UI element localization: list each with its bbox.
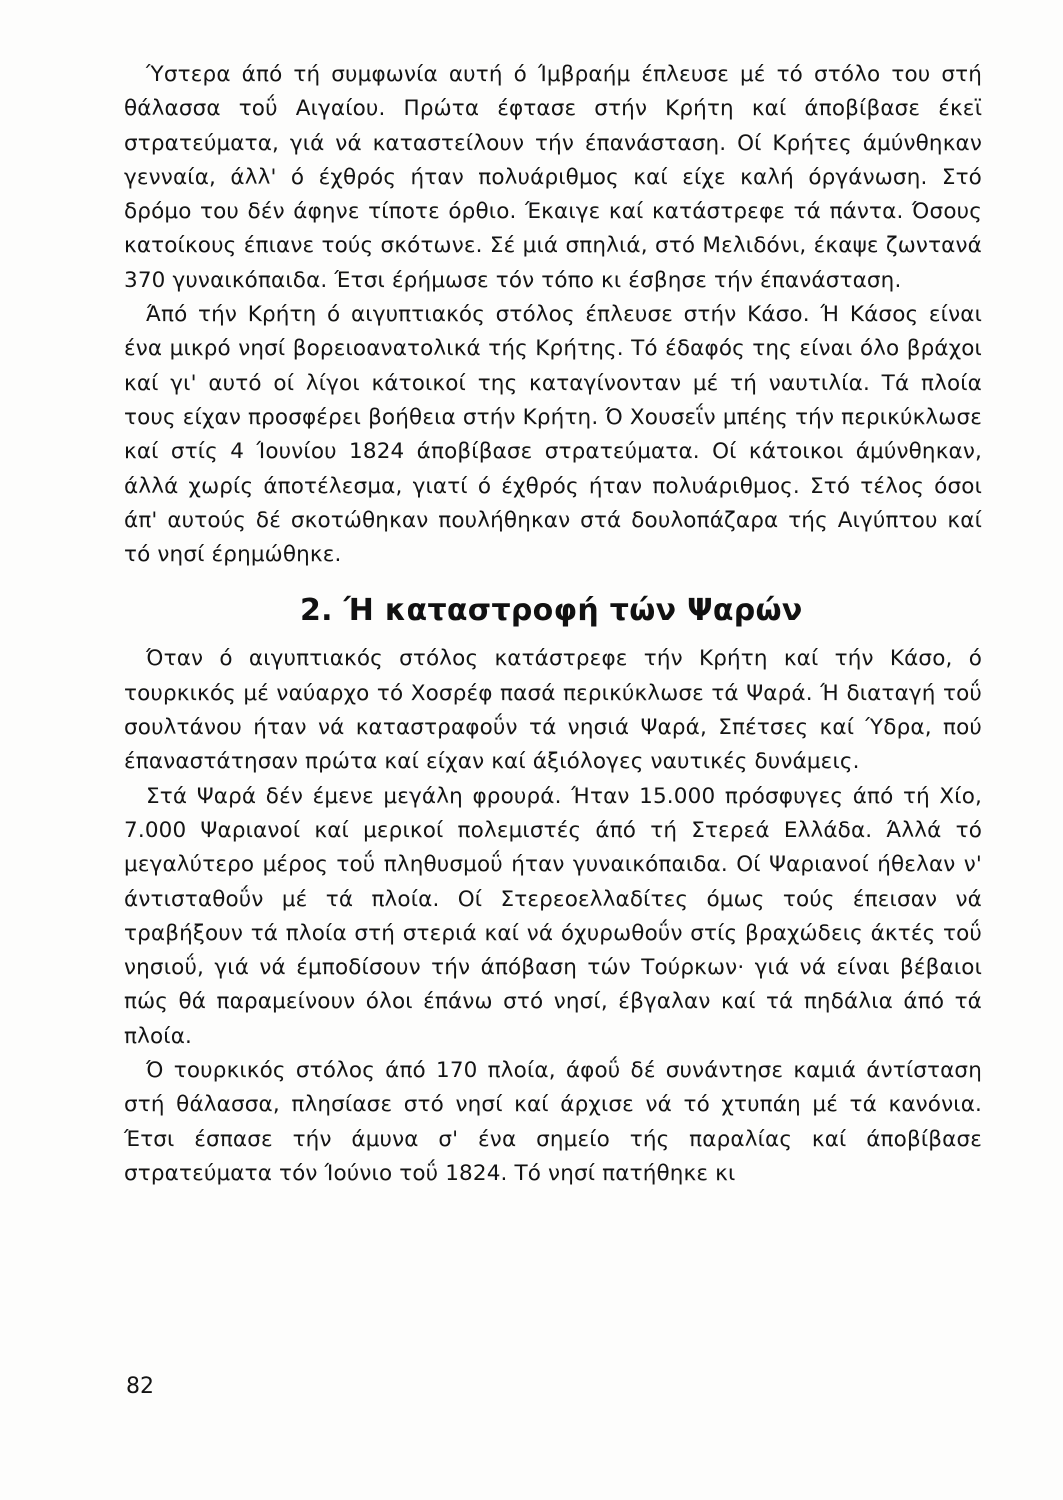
paragraph-psara-defense: Στά Ψαρά δέν έμενε μεγάλη φρουρά. Ήταν 15.000 πρόσφυγες άπό τή Χίο, 7.000 Ψαριανοί καί μερικοί πολεμιστές άπό τή Στερεά Ελλάδα. Άλλά τό μεγαλύτερο μέρος τοΰ πληθυσμοΰ ήταν γυναικόπαιδα. Οί Ψαριανοί ήθελαν ν' άντισταθοΰν μέ τά πλοία. Οί Στερεοελλαδίτες όμως τούς έπεισαν νά τραβήξουν τά πλοία στή στεριά καί νά όχυρωθοΰν στίς βραχώδεις άκτές τοΰ νησιοΰ, γιά νά έμποδίσουν τήν άπόβαση τών Τούρκων· γιά νά είναι βέβαιοι πώς θά παραμείνουν όλοι έπάνω στό νησί, έβγαλαν καί τά πηδάλια άπό τά πλοία. xyxy=(124,783,982,1049)
page-number: 82 xyxy=(126,1374,154,1399)
paragraph-kasos: Άπό τήν Κρήτη ό αιγυπτιακός στόλος έπλευσε στήν Κάσο. Ή Κάσος είναι ένα μικρό νησί βορειοανατολικά τής Κρήτης. Τό έδαφός της είναι όλο βράχοι καί γι' αυτό οί λίγοι κάτοικοί της καταγίνονταν μέ τή ναυτιλία. Τά πλοία τους είχαν προσφέρει βοήθεια στήν Κρήτη. Ό Χουσεΐν μπέης τήν περικύκλωσε καί στίς 4 Ίουνίου 1824 άποβίβασε στρατεύματα. Οί κάτοικοι άμύνθηκαν, άλλά χωρίς άποτέλεσμα, γιατί ό έχθρός ήταν πολυάριθμος. Στό τέλος όσοι άπ' αυτούς δέ σκοτώθηκαν πουλήθηκαν στά δουλοπάζαρα τής Αιγύπτου καί τό νησί έρημώθηκε. xyxy=(124,302,982,568)
paragraph-ibrahim-crete: Ύστερα άπό τή συμφωνία αυτή ό Ίμβραήμ έπλευσε μέ τό στόλο του στή θάλασσα τοΰ Αιγαίου. Πρώτα έφτασε στήν Κρήτη καί άποβίβασε έκεϊ στρατεύματα, γιά νά καταστείλουν τήν έπανάσταση. Οί Κρήτες άμύνθηκαν γενναία, άλλ' ό έχθρός ήταν πολυάριθμος καί είχε καλή όργάνωση. Στό δρόμο του δέν άφηνε τίποτε όρθιο. Έκαιγε καί κατάστρεφε τά πάντα. Όσους κατοίκους έπιανε τούς σκότωνε. Σέ μιά σπηλιά, στό Μελιδόνι, έκαψε ζωντανά 370 γυναικόπαιδα. Έτσι έρήμωσε τόν τόπο κι έσβησε τήν έπανάσταση. xyxy=(124,62,982,293)
paragraph-psara-siege: Όταν ό αιγυπτιακός στόλος κατάστρεφε τήν Κρήτη καί τήν Κάσο, ό τουρκικός μέ ναύαρχο τό Χοσρέφ πασά περικύκλωσε τά Ψαρά. Ή διαταγή τοΰ σουλτάνου ήταν νά καταστραφοΰν τά νησιά Ψαρά, Σπέτσες καί Ύδρα, πού έπαναστάτησαν πρώτα καί είχαν καί άξιόλογες ναυτικές δυνάμεις. xyxy=(124,646,982,775)
paragraph-turkish-fleet: Ό τουρκικός στόλος άπό 170 πλοία, άφοΰ δέ συνάντησε καμιά άντίσταση στή θάλασσα, πλησίασε στό νησί καί άρχισε νά τό χτυπάη μέ τά κανόνια. Έτσι έσπασε τήν άμυνα σ' ένα σημείο τής παραλίας καί άποβίβασε στρατεύματα τόν Ίούνιο τοΰ 1824. Τό νησί πατήθηκε κι xyxy=(124,1058,982,1186)
section-heading: 2. Ή καταστροφή τών Ψαρών xyxy=(300,593,803,629)
page-body xyxy=(124,58,982,1191)
